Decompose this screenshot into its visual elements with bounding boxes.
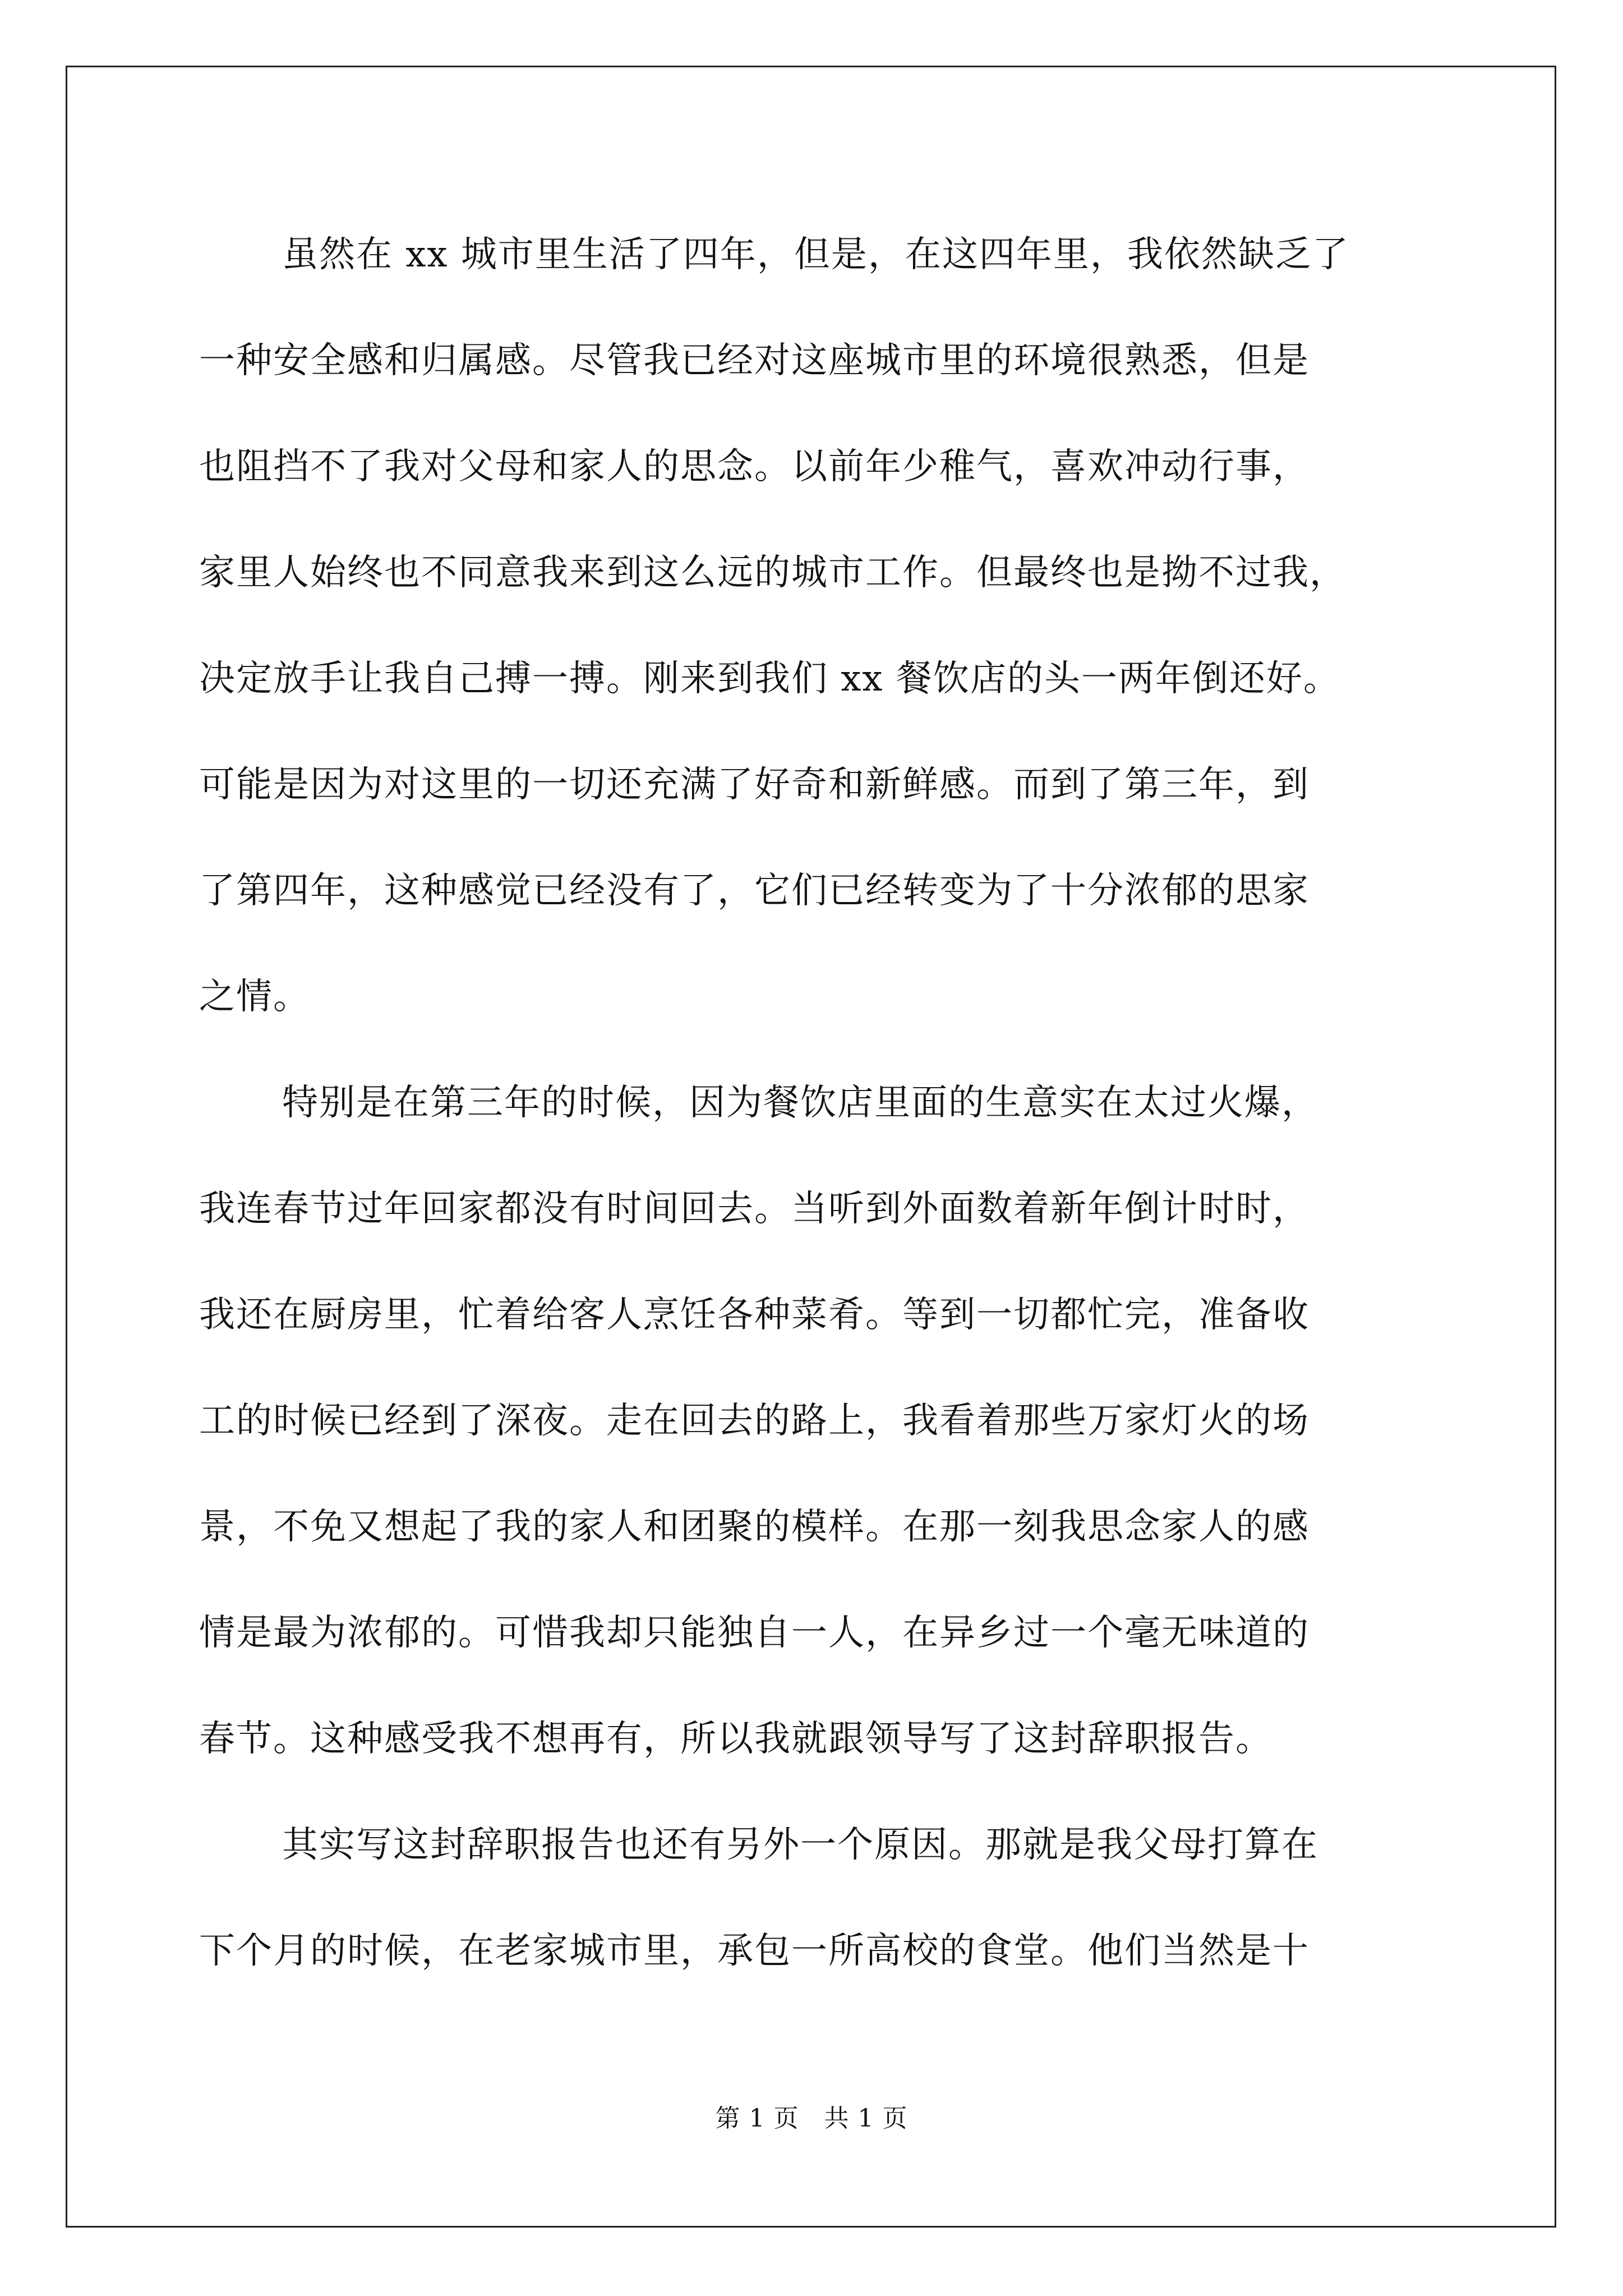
text-line: 之情。	[199, 976, 310, 1018]
text-line: 情是最为浓郁的。可惜我却只能独自一人，在异乡过一个毫无味道的	[199, 1612, 1310, 1654]
text-line: 决定放手让我自己搏一搏。刚来到我们 xx 餐饮店的头一两年倒还好。	[199, 658, 1340, 700]
text-line: 春节。这种感受我不想再有，所以我就跟领导写了这封辞职报告。	[199, 1718, 1272, 1760]
text-line: 一种安全感和归属感。尽管我已经对这座城市里的环境很熟悉，但是	[199, 340, 1310, 381]
page-number-footer: 第 1 页 共 1 页	[715, 2104, 908, 2133]
text-line: 家里人始终也不同意我来到这么远的城市工作。但最终也是拗不过我，	[199, 552, 1347, 593]
text-line: 景，不免又想起了我的家人和团聚的模样。在那一刻我思念家人的感	[199, 1506, 1310, 1548]
text-line: 我连春节过年回家都没有时间回去。当听到外面数着新年倒计时时，	[199, 1188, 1310, 1230]
text-line: 特别是在第三年的时候，因为餐饮店里面的生意实在太过火爆，	[282, 1082, 1318, 1124]
text-line: 可能是因为对这里的一切还充满了好奇和新鲜感。而到了第三年，到	[199, 764, 1310, 806]
text-line: 了第四年，这种感觉已经没有了，它们已经转变为了十分浓郁的思家	[199, 870, 1310, 912]
text-line: 我还在厨房里，忙着给客人烹饪各种菜肴。等到一切都忙完，准备收	[199, 1294, 1310, 1336]
text-line: 下个月的时候，在老家城市里，承包一所高校的食堂。他们当然是十	[199, 1930, 1310, 1972]
text-line: 虽然在 xx 城市里生活了四年，但是，在这四年里，我依然缺乏了	[282, 234, 1349, 275]
text-line: 也阻挡不了我对父母和家人的思念。以前年少稚气，喜欢冲动行事，	[199, 446, 1310, 487]
document-body	[199, 202, 1450, 2004]
text-line: 工的时候已经到了深夜。走在回去的路上，我看着那些万家灯火的场	[199, 1400, 1310, 1442]
text-line: 其实写这封辞职报告也还有另外一个原因。那就是我父母打算在	[282, 1824, 1318, 1866]
